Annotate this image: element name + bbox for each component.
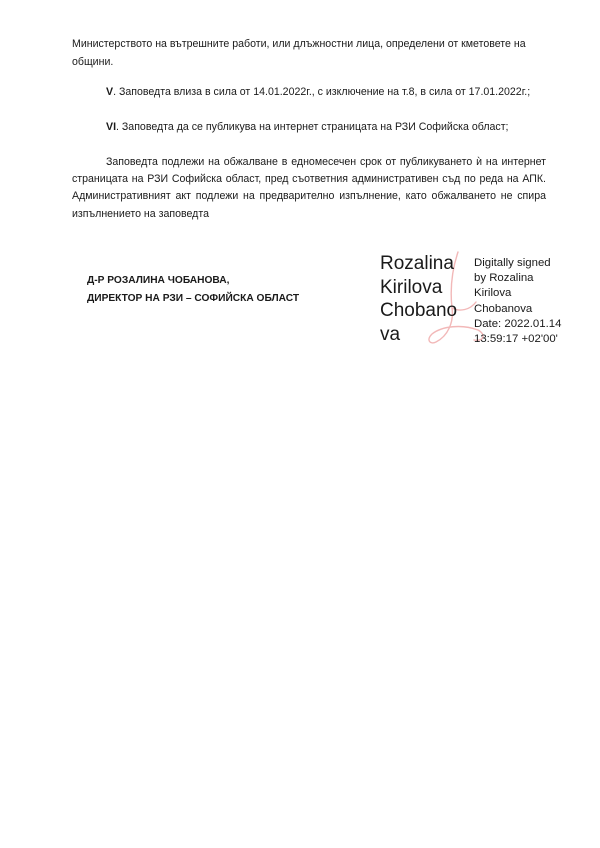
signature-name-line: va xyxy=(380,323,401,345)
paragraph-effective-date xyxy=(72,84,546,102)
signature-detail-line: Chobanova xyxy=(474,302,533,315)
signature-detail-line: by Rozalina xyxy=(474,272,534,285)
signer-name: Д-Р РОЗАЛИНА ЧОБАНОВА, xyxy=(87,275,230,286)
paragraph-text: . Заповедта влиза в сила от 14.01.2022г., с изключение на т.8, в сила от 17.01.2022г.; xyxy=(113,86,531,98)
digital-signature xyxy=(380,250,580,350)
signature-name-line: Rozalina xyxy=(380,253,454,274)
signature-name-line: Kirilova xyxy=(380,276,443,298)
signer-block xyxy=(87,272,299,308)
signature-detail-line: Kirilova xyxy=(474,287,512,300)
paragraph-appeal: Заповедта подлежи на обжалване в едномесечен срок от публикуването ѝ на интернет страницата на РЗИ Софийска област, пред съответния административен съд по реда на АПК. Административният акт подлежи на предварително изпълнение, като обжалването не спира изпълнението на заповедта xyxy=(72,156,546,220)
signer-title: ДИРЕКТОР НА РЗИ – СОФИЙСКА ОБЛАСТ xyxy=(87,293,300,304)
paragraph-ministry: Министерството на вътрешните работи, или длъжностни лица, определени от кметовете на общини. xyxy=(72,38,526,68)
signature-details xyxy=(474,256,561,347)
signature-name xyxy=(380,252,457,346)
signature-detail-line: Digitally signed xyxy=(474,257,551,269)
paragraph-publication xyxy=(72,119,546,137)
section-numeral: V xyxy=(106,86,114,98)
signature-detail-line: Date: 2022.01.14 xyxy=(474,317,562,330)
signature-name-line: Chobano xyxy=(380,300,458,321)
paragraph-text: . Заповедта да се публикува на интернет страницата на РЗИ Софийска област; xyxy=(116,121,509,133)
section-numeral: VI xyxy=(106,121,117,133)
signature-detail-line: 13:59:17 +02'00' xyxy=(474,333,558,346)
